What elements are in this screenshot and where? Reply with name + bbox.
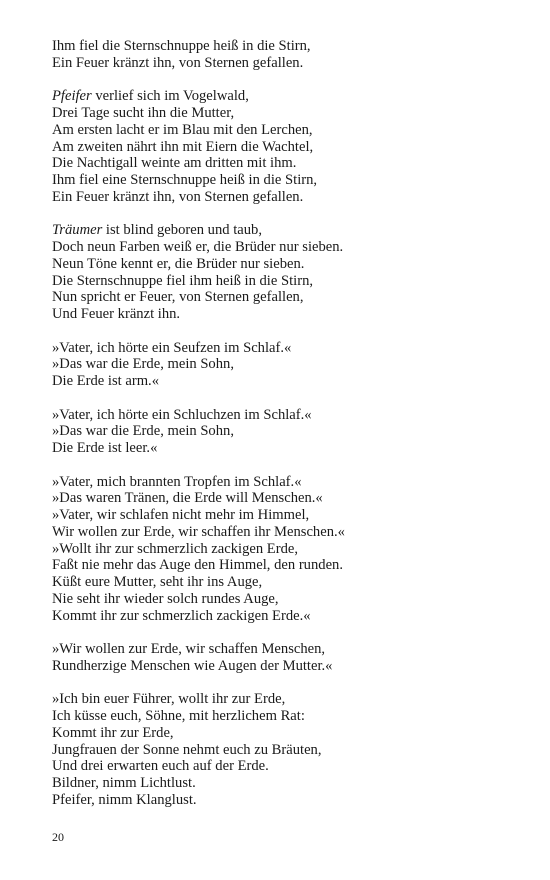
verse-line	[52, 356, 522, 373]
verse-line	[52, 38, 522, 55]
verse-line	[52, 88, 522, 105]
verse-text: »Wollt ihr zur schmerzlich zackigen Erde,	[52, 540, 299, 557]
verse-text: »Vater, wir schlafen nicht mehr im Himmel,	[52, 507, 310, 523]
verse-line	[52, 524, 522, 541]
verse-line	[52, 742, 522, 759]
verse-line	[52, 256, 522, 273]
verse-text: Am ersten lacht er im Blau mit den Lerchen,	[52, 121, 313, 138]
verse-text: Die Erde ist leer.«	[52, 440, 158, 456]
verse-text: Ein Feuer kränzt ihn, von Sternen gefallen.	[52, 54, 304, 71]
stanza	[52, 222, 522, 323]
verse-line	[52, 691, 522, 708]
verse-text: verlief sich im Vogelwald,	[91, 88, 249, 105]
verse-text: Ein Feuer kränzt ihn, von Sternen gefallen.	[52, 188, 304, 205]
verse-line	[52, 574, 522, 591]
verse-line	[52, 407, 522, 424]
verse-line	[52, 172, 522, 189]
verse-text: Nun spricht er Feuer, von Sternen gefallen,	[52, 289, 304, 306]
verse-text: Kommt ihr zur Erde,	[52, 724, 174, 741]
verse-text: Die Erde ist arm.«	[52, 373, 159, 389]
verse-line	[52, 792, 522, 809]
verse-text: Ich küsse euch, Söhne, mit herzlichem Rat:	[52, 708, 305, 724]
verse-line	[52, 273, 522, 290]
verse-text: Neun Töne kennt er, die Brüder nur sieben.	[52, 255, 305, 272]
verse-line	[52, 725, 522, 742]
verse-line	[52, 591, 522, 608]
verse-line	[52, 557, 522, 574]
verse-line	[52, 474, 522, 491]
stanza	[52, 407, 522, 457]
stanza	[52, 641, 522, 675]
verse-line	[52, 490, 522, 507]
verse-line	[52, 340, 522, 357]
verse-text: Die Nachtigall weinte am dritten mit ihm.	[52, 155, 297, 172]
verse-text: Wir wollen zur Erde, wir schaffen ihr Menschen.«	[52, 523, 345, 540]
verse-text: Und drei erwarten euch auf der Erde.	[52, 758, 269, 775]
verse-line	[52, 189, 522, 206]
verse-text: »Das waren Tränen, die Erde will Menschen.«	[52, 490, 323, 507]
poem-text	[52, 38, 522, 809]
verse-line	[52, 239, 522, 256]
verse-line	[52, 658, 522, 675]
verse-line	[52, 155, 522, 172]
character-name: Träumer	[52, 222, 103, 239]
verse-text: »Vater, ich hörte ein Schluchzen im Schlaf.«	[52, 406, 312, 423]
verse-text: »Wir wollen zur Erde, wir schaffen Menschen,	[52, 641, 326, 657]
verse-line	[52, 758, 522, 775]
verse-text: Und Feuer kränzt ihn.	[52, 306, 181, 322]
verse-text: Faßt nie mehr das Auge den Himmel, den runden.	[52, 557, 343, 574]
verse-line	[52, 440, 522, 457]
verse-text: Drei Tage sucht ihn die Mutter,	[52, 105, 235, 121]
verse-line	[52, 507, 522, 524]
verse-text: Pfeifer, nimm Klanglust.	[52, 791, 197, 808]
verse-line	[52, 105, 522, 122]
verse-text: Ihm fiel eine Sternschnuppe heiß in die Stirn,	[52, 172, 318, 188]
page-number: 20	[52, 830, 64, 844]
verse-line	[52, 139, 522, 156]
verse-text: Am zweiten nährt ihn mit Eiern die Wachtel,	[52, 138, 314, 155]
stanza	[52, 474, 522, 625]
character-name: Pfeifer	[52, 88, 92, 105]
stanza	[52, 88, 522, 205]
verse-line	[52, 608, 522, 625]
verse-line	[52, 55, 522, 72]
verse-line	[52, 423, 522, 440]
verse-text: »Das war die Erde, mein Sohn,	[52, 356, 234, 373]
verse-line	[52, 122, 522, 139]
verse-text: Ihm fiel die Sternschnuppe heiß in die Stirn,	[52, 38, 311, 54]
verse-text: Rundherzige Menschen wie Augen der Mutter.«	[52, 657, 333, 674]
verse-line	[52, 641, 522, 658]
stanza	[52, 691, 522, 808]
verse-text: Bildner, nimm Lichtlust.	[52, 775, 196, 791]
verse-text: »Vater, mich brannten Tropfen im Schlaf.«	[52, 473, 302, 490]
verse-text: Kommt ihr zur schmerzlich zackigen Erde.«	[52, 607, 311, 624]
verse-text: ist blind geboren und taub,	[102, 222, 262, 239]
stanza	[52, 38, 522, 72]
verse-text: »Vater, ich hörte ein Seufzen im Schlaf.«	[52, 339, 292, 356]
verse-text: »Ich bin euer Führer, wollt ihr zur Erde,	[52, 691, 286, 708]
verse-text: »Das war die Erde, mein Sohn,	[52, 423, 234, 440]
verse-line	[52, 708, 522, 725]
verse-line	[52, 222, 522, 239]
verse-text: Jungfrauen der Sonne nehmt euch zu Bräuten,	[52, 741, 322, 758]
stanza	[52, 340, 522, 390]
verse-line	[52, 541, 522, 558]
verse-text: Doch neun Farben weiß er, die Brüder nur sieben.	[52, 239, 344, 255]
verse-text: Nie seht ihr wieder solch rundes Auge,	[52, 590, 279, 607]
verse-line	[52, 373, 522, 390]
verse-text: Die Sternschnuppe fiel ihm heiß in die Stirn,	[52, 272, 314, 289]
verse-line	[52, 306, 522, 323]
verse-line	[52, 289, 522, 306]
verse-line	[52, 775, 522, 792]
verse-text: Küßt eure Mutter, seht ihr ins Auge,	[52, 574, 263, 590]
